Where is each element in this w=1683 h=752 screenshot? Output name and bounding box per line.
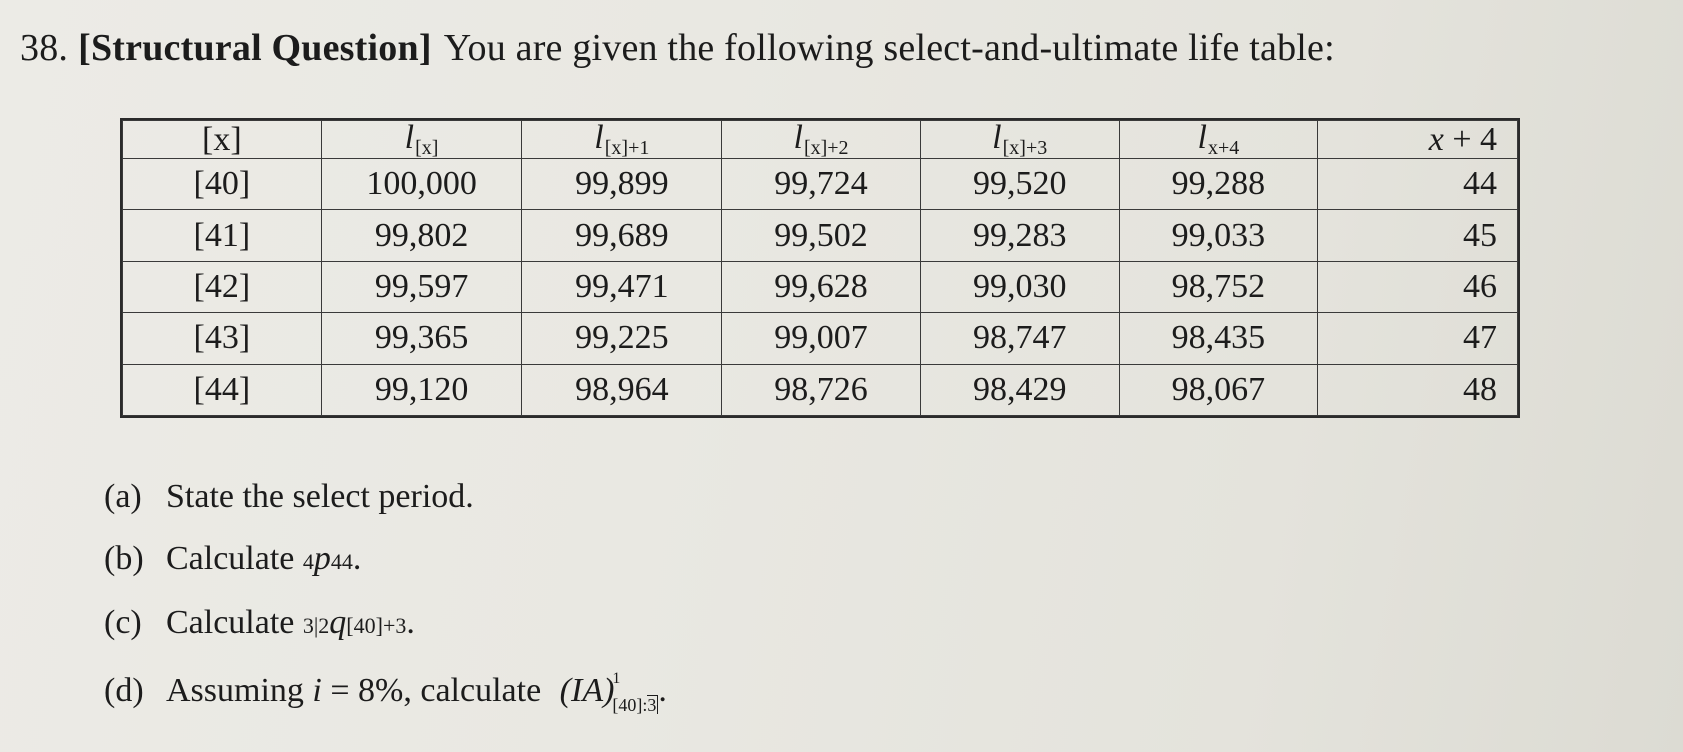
table-row (123, 364, 1518, 415)
header-l-x2: $l_{[x]+2}$ (722, 121, 921, 159)
header-l-x4: $l_{x+4}$ (1119, 121, 1318, 159)
cell-x: [42] (123, 261, 322, 312)
cell-l-x4: 98,067 (1119, 364, 1318, 415)
header-x: [x] (123, 121, 322, 159)
part-label: (d) (104, 672, 144, 709)
question-part-a (104, 478, 474, 516)
table-header-row (123, 121, 1518, 159)
cell-l-x4: 99,033 (1119, 210, 1318, 261)
cell-l-x2: 99,502 (722, 210, 921, 261)
cell-l-x2: 98,726 (722, 364, 921, 415)
cell-age: 44 (1318, 159, 1518, 210)
cell-l-x1: 99,689 (522, 210, 722, 261)
cell-l-x1: 99,899 (522, 159, 722, 210)
header-age: x + 4 (1318, 121, 1518, 159)
table-row (123, 261, 1518, 312)
question-part-b (104, 540, 361, 578)
table-row (123, 313, 1518, 364)
cell-l-x1: 99,471 (522, 261, 722, 312)
part-text: Calculate 3|2q[40]+3. (166, 604, 415, 641)
table-row (123, 159, 1518, 210)
question-part-c (104, 604, 415, 642)
cell-l-x: 99,120 (321, 364, 522, 415)
cell-l-x2: 99,628 (722, 261, 921, 312)
part-text: Assuming i = 8%, calculate (IA)$^1_{[40]:3}$. (166, 670, 667, 715)
cell-l-x: 100,000 (321, 159, 522, 210)
question-text: You are given the following select-and-ultimate life table: (443, 27, 1335, 69)
question-part-d (104, 670, 667, 715)
cell-l-x: 99,597 (321, 261, 522, 312)
cell-l-x1: 98,964 (522, 364, 722, 415)
life-table-grid (122, 120, 1518, 416)
header-l-x: $l_{[x]}$ (321, 121, 522, 159)
part-label: (a) (104, 478, 142, 515)
cell-age: 47 (1318, 313, 1518, 364)
cell-l-x3: 99,283 (920, 210, 1119, 261)
part-label: (b) (104, 540, 144, 577)
increasing-annuity-notation: (IA)$^1_{[40]:3}$ (559, 670, 657, 715)
cell-x: [43] (123, 313, 322, 364)
cell-age: 48 (1318, 364, 1518, 415)
cell-l-x3: 99,520 (920, 159, 1119, 210)
cell-age: 46 (1318, 261, 1518, 312)
header-l-x1: $l_{[x]+1}$ (522, 121, 722, 159)
question-title (20, 26, 1335, 70)
cell-x: [44] (123, 364, 322, 415)
header-l-x3: $l_{[x]+3}$ (920, 121, 1119, 159)
part-label: (c) (104, 604, 142, 641)
question-tag: [Structural Question] (78, 27, 432, 69)
cell-l-x4: 99,288 (1119, 159, 1318, 210)
cell-x: [40] (123, 159, 322, 210)
cell-l-x4: 98,435 (1119, 313, 1318, 364)
cell-l-x3: 99,030 (920, 261, 1119, 312)
part-text: State the select period. (166, 478, 474, 515)
cell-l-x3: 98,429 (920, 364, 1119, 415)
life-table (120, 118, 1520, 418)
cell-x: [41] (123, 210, 322, 261)
cell-l-x2: 99,007 (722, 313, 921, 364)
cell-l-x: 99,802 (321, 210, 522, 261)
cell-l-x3: 98,747 (920, 313, 1119, 364)
cell-l-x2: 99,724 (722, 159, 921, 210)
question-number: 38. (20, 27, 69, 69)
part-text: Calculate 4p44. (166, 540, 362, 577)
cell-l-x: 99,365 (321, 313, 522, 364)
cell-l-x4: 98,752 (1119, 261, 1318, 312)
table-row (123, 210, 1518, 261)
cell-l-x1: 99,225 (522, 313, 722, 364)
angle-symbol: 3 (647, 695, 657, 715)
cell-age: 45 (1318, 210, 1518, 261)
